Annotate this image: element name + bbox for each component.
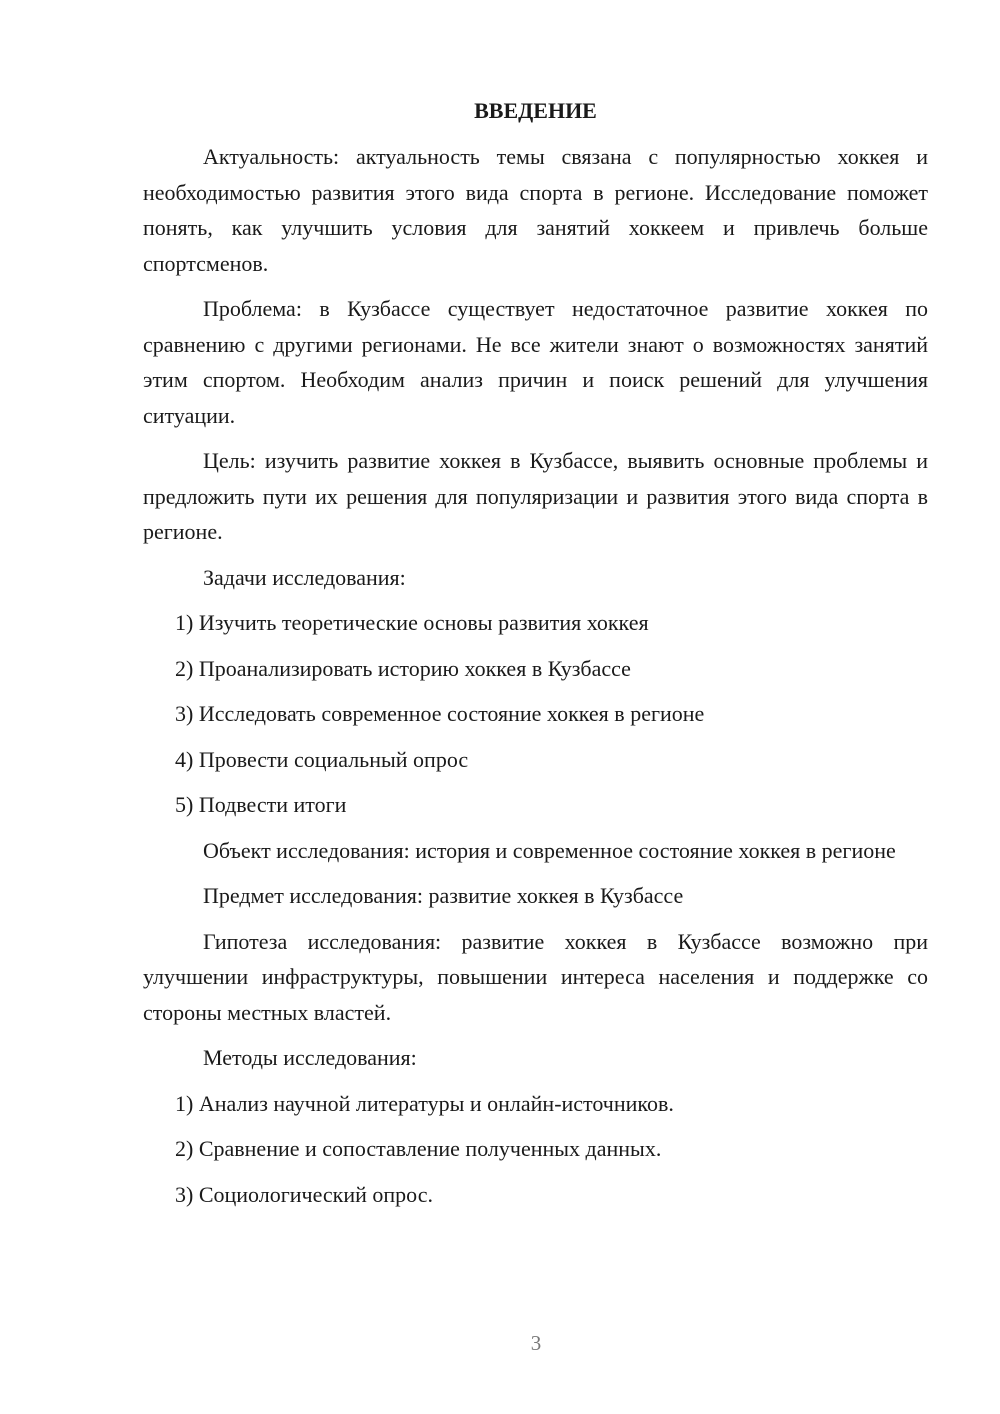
problem-paragraph: Проблема: в Кузбассе существует недостаточное развитие хоккея по сравнению с другими регионами. Не все жители знают о возможностях занятий этим спортом. Необходим анализ причин и поиск решений для улучшения ситуации. [143,296,928,428]
subject-paragraph: Предмет исследования: развитие хоккея в Кузбассе [203,883,684,908]
list-item: 5) Подвести итоги [175,792,347,817]
goal-paragraph: Цель: изучить развитие хоккея в Кузбассе, выявить основные проблемы и предложить пути их решения для популяризации и развития этого вида спорта в регионе. [143,448,928,544]
list-item: 2) Проанализировать историю хоккея в Кузбассе [175,655,631,681]
tasks-heading: Задачи исследования: [203,564,406,590]
list-item: 1) Изучить теоретические основы развития хоккея [175,610,649,635]
list-item: 3) Исследовать современное состояние хоккея в регионе [175,701,705,726]
page-title: ВВЕДЕНИЕ [474,98,597,123]
methods-heading: Методы исследования: [203,1045,417,1070]
page-number: 3 [530,1331,542,1355]
document-body [143,94,928,1222]
list-item: 2) Сравнение и сопоставление полученных данных. [175,1136,662,1161]
relevance-paragraph: Актуальность: актуальность темы связана с популярностью хоккея и необходимостью развития этого вида спорта в регионе. Исследование поможет понять, как улучшить условия для занятий хоккеем и привлечь больше спортсменов. [143,144,928,276]
object-paragraph: Объект исследования: история и современное состояние хоккея в регионе [203,837,896,863]
list-item: 4) Провести социальный опрос [175,746,469,772]
tasks-list [143,605,928,823]
list-item: 3) Социологический опрос. [175,1181,433,1207]
hypothesis-paragraph: Гипотеза исследования: развитие хоккея в Кузбассе возможно при улучшении инфраструктуры, повышении интереса населения и поддержке со стороны местных властей. [143,928,928,1025]
list-item: 1) Анализ научной литературы и онлайн-источников. [175,1090,674,1116]
methods-list [143,1086,928,1213]
